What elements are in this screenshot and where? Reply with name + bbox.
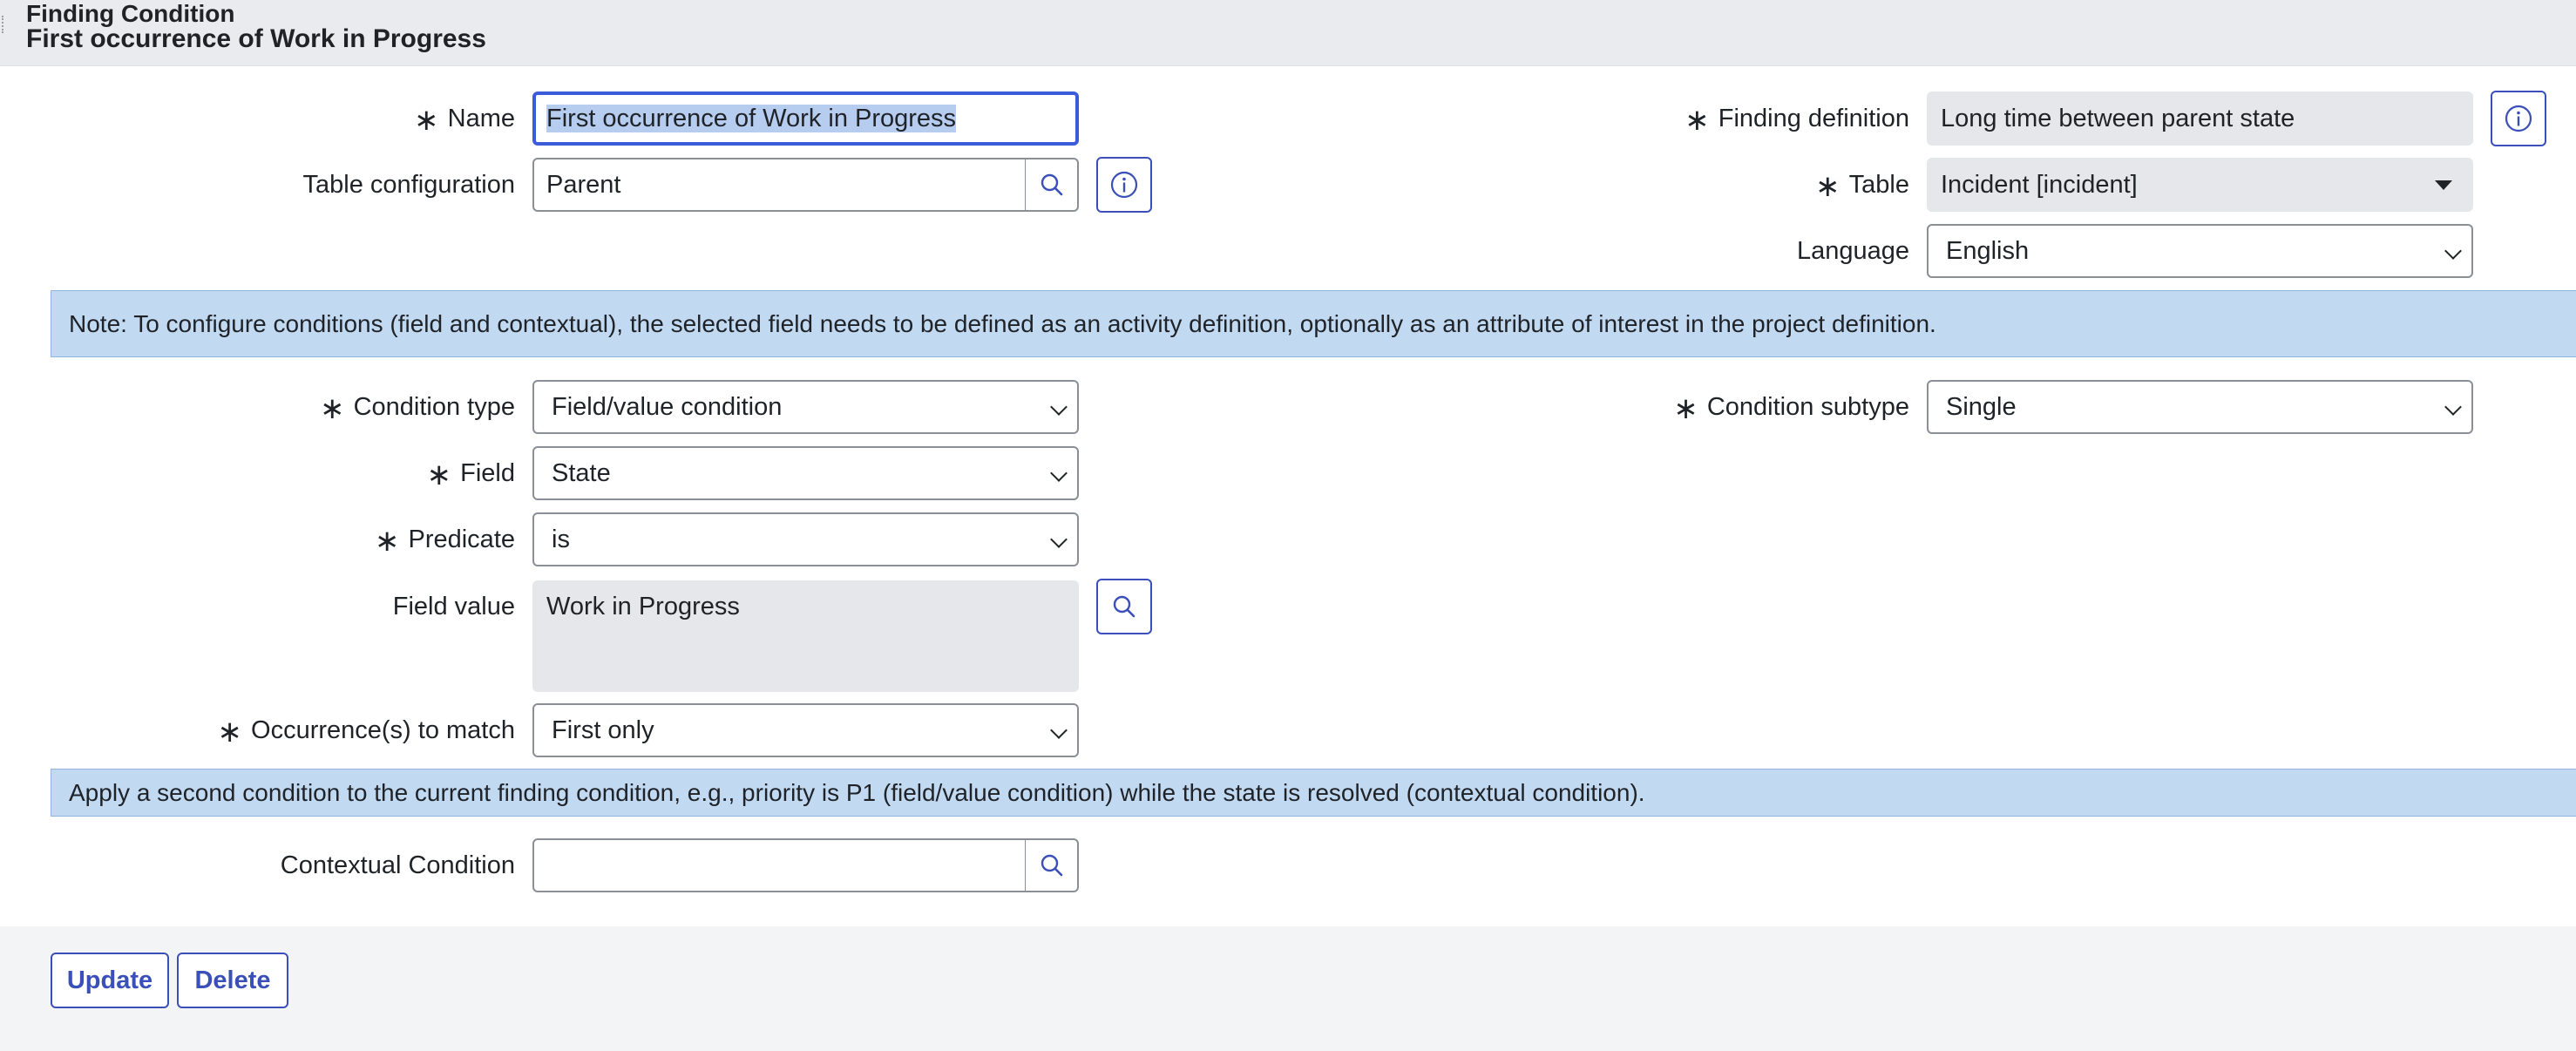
occurrences-label: ∗ Occurrence(s) to match [217,715,515,749]
name-label: ∗ Name [414,104,515,137]
field-value-label: Field value [392,593,515,620]
info-icon [1109,170,1139,200]
chevron-down-icon [2444,242,2462,260]
occurrences-select[interactable]: First only [532,703,1079,757]
record-type-title: Finding Condition [26,0,235,27]
predicate-label: ∗ Predicate [374,525,515,558]
field-value-display: Work in Progress [532,580,1079,692]
required-marker: ∗ [217,715,243,749]
condition-subtype-select[interactable]: Single [1927,380,2473,434]
conditions-info-note: Note: To configure conditions (field and contextual), the selected field needs to be defined as an activity definition, optionally as an attribute of interest in the project definition. [51,290,2576,357]
table-configuration-info-button[interactable] [1096,157,1152,213]
required-marker: ∗ [414,104,439,137]
second-condition-note: Apply a second condition to the current finding condition, e.g., priority is P1 (field/value condition) while the state is resolved (contextual condition). [51,769,2576,817]
info-icon [2504,104,2533,133]
required-marker: ∗ [320,392,345,425]
chevron-down-icon [1050,531,1068,548]
update-button[interactable]: Update [51,953,169,1008]
table-configuration-lookup-button[interactable] [1025,158,1079,212]
search-icon [1039,172,1065,198]
language-select[interactable]: English [1927,224,2473,278]
contextual-condition-label: Contextual Condition [280,851,515,879]
finding-definition-field: Long time between parent state [1927,92,2473,146]
search-icon [1039,852,1065,878]
search-icon [1111,593,1137,620]
required-marker: ∗ [426,458,452,492]
form-header [0,0,2576,66]
condition-type-label: ∗ Condition type [320,392,515,425]
record-name-title: First occurrence of Work in Progress [26,24,486,53]
table-configuration-label: Table configuration [302,171,515,199]
chevron-down-icon [1050,722,1068,739]
condition-type-select[interactable]: Field/value condition [532,380,1079,434]
language-label: Language [1796,237,1909,265]
name-input-value: First occurrence of Work in Progress [546,105,957,132]
finding-definition-label: ∗ Finding definition [1685,104,1909,137]
required-marker: ∗ [1673,392,1698,425]
table-label: ∗ Table [1815,170,1909,203]
chevron-down-icon [2444,398,2462,416]
condition-subtype-label: ∗ Condition subtype [1673,392,1909,425]
required-marker: ∗ [1815,170,1840,203]
required-marker: ∗ [1685,104,1710,137]
field-label: ∗ Field [426,458,515,492]
form-footer [0,926,2576,1051]
contextual-condition-input[interactable] [532,838,1027,892]
resize-grip[interactable] [2,16,7,33]
form-body [0,66,2576,926]
field-select[interactable]: State [532,446,1079,500]
contextual-condition-lookup-button[interactable] [1025,838,1079,892]
name-input[interactable] [532,92,1079,146]
finding-definition-info-button[interactable] [2491,91,2546,146]
delete-button[interactable]: Delete [177,953,288,1008]
chevron-down-icon [1050,398,1068,416]
predicate-select[interactable]: is [532,512,1079,566]
table-select[interactable]: Incident [incident] [1927,158,2473,212]
chevron-down-icon [1050,464,1068,482]
table-configuration-input[interactable]: Parent [532,158,1027,212]
field-value-lookup-button[interactable] [1096,579,1152,634]
required-marker: ∗ [374,525,400,558]
caret-down-icon [2435,180,2452,190]
